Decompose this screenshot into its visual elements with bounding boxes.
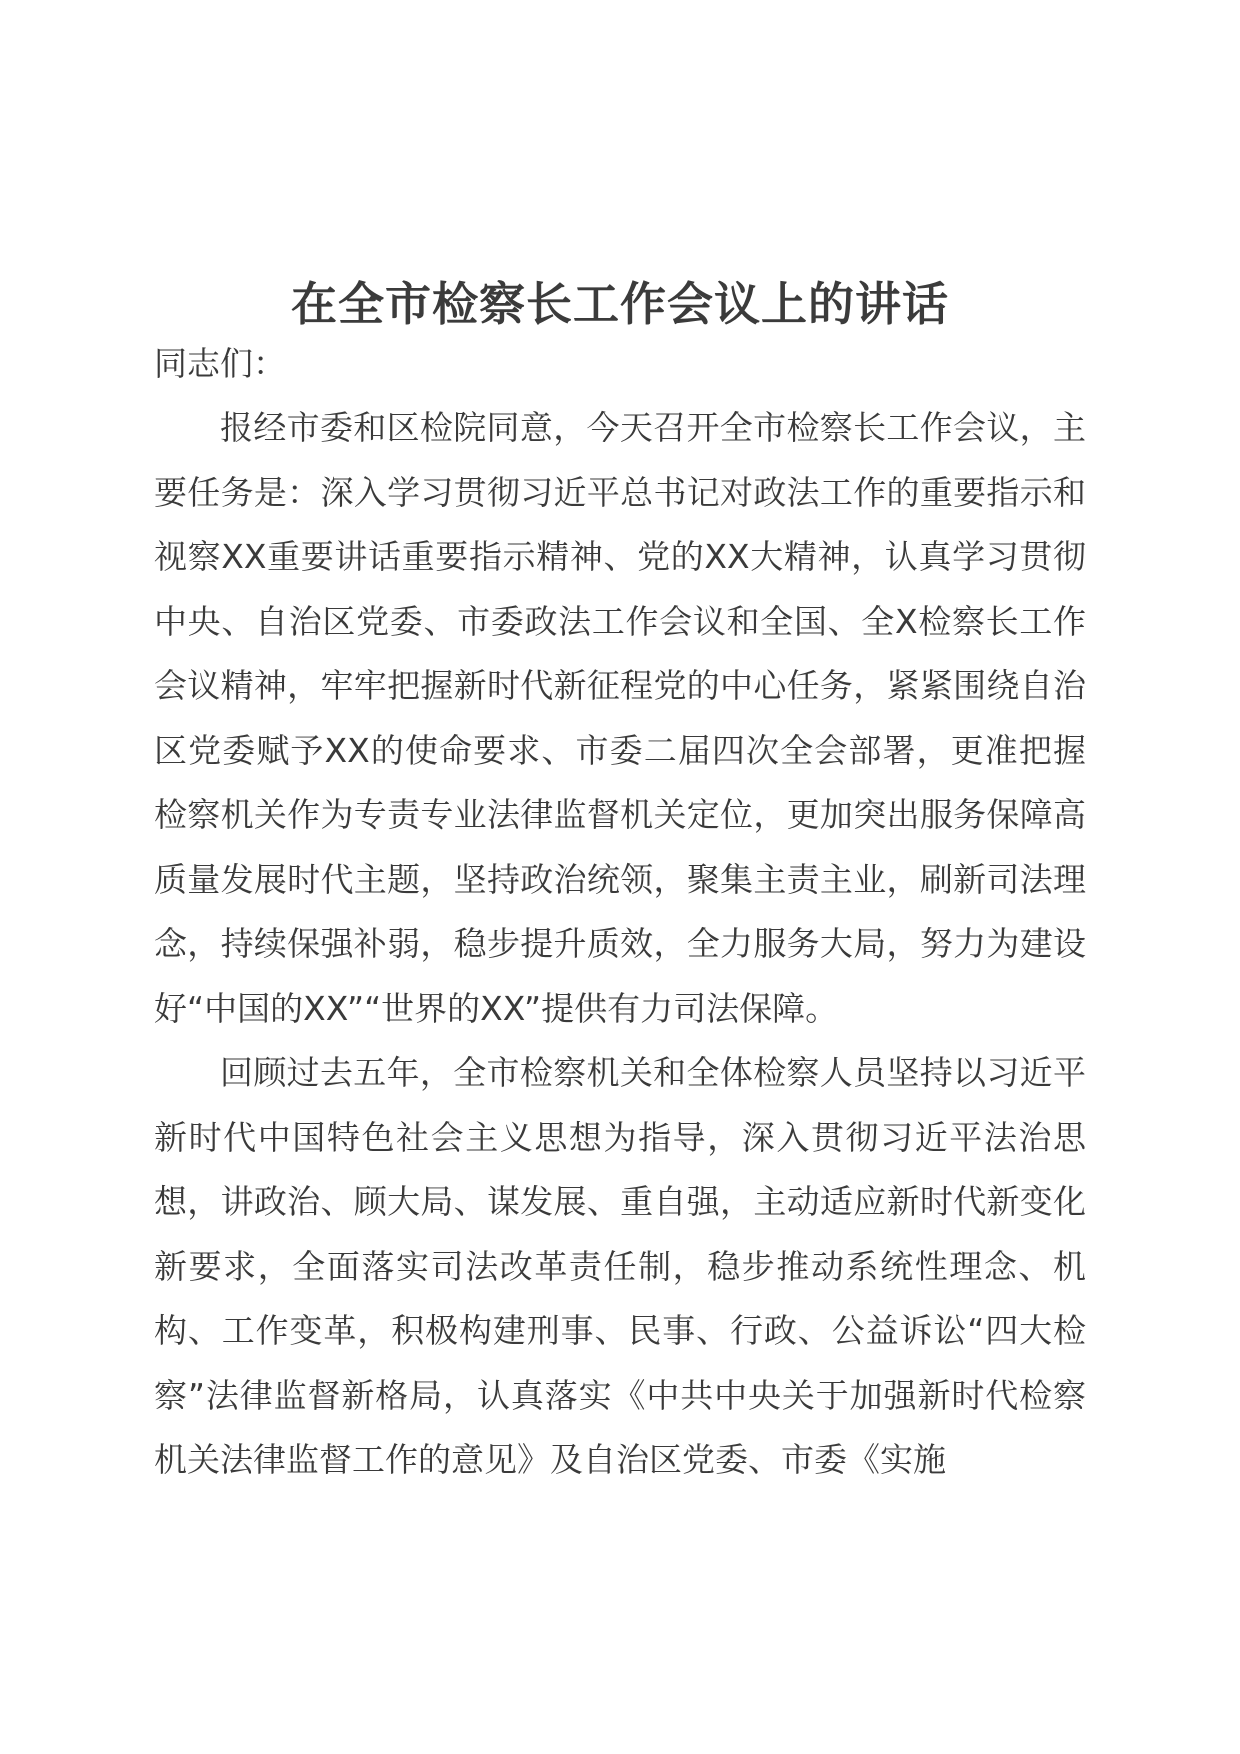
paragraph-2: 回顾过去五年，全市检察机关和全体检察人员坚持以习近平新时代中国特色社会主义思想为指导，深入贯彻习近平法治思想，讲政治、顾大局、谋发展、重自强，主动适应新时代新变化新要求，全面落实司法改革责任制，稳步推动系统性理念、机构、工作变革，积极构建刑事、民事、行政、公益诉讼“四大检察”法律监督新格局，认真落实《中共中央关于加强新时代检察机关法律监督工作的意见》及自治区党委、市委《实施 xyxy=(154,1053,1086,1479)
paragraph-1: 报经市委和区检院同意，今天召开全市检察长工作会议，主要任务是：深入学习贯彻习近平总书记对政法工作的重要指示和视察XX重要讲话重要指示精神、党的XX大精神，认真学习贯彻中央、自治区党委、市委政法工作会议和全国、全X检察长工作会议精神，牢牢把握新时代新征程党的中心任务，紧紧围绕自治区党委赋予XX的使命要求、市委二届四次全会部署，更准把握检察机关作为专责专业法律监督机关定位，更加突出服务保障高质量发展时代主题，坚持政治统领，聚集主责主业，刷新司法理念，持续保强补弱，稳步提升质效，全力服务大局，努力为建设好“中国的XX”“世界的XX”提供有力司法保障。 xyxy=(154,408,1086,1028)
salutation: 同志们： xyxy=(154,344,286,383)
document-body xyxy=(154,332,1086,1493)
document-title: 在全市检察长工作会议上的讲话 xyxy=(291,276,949,331)
